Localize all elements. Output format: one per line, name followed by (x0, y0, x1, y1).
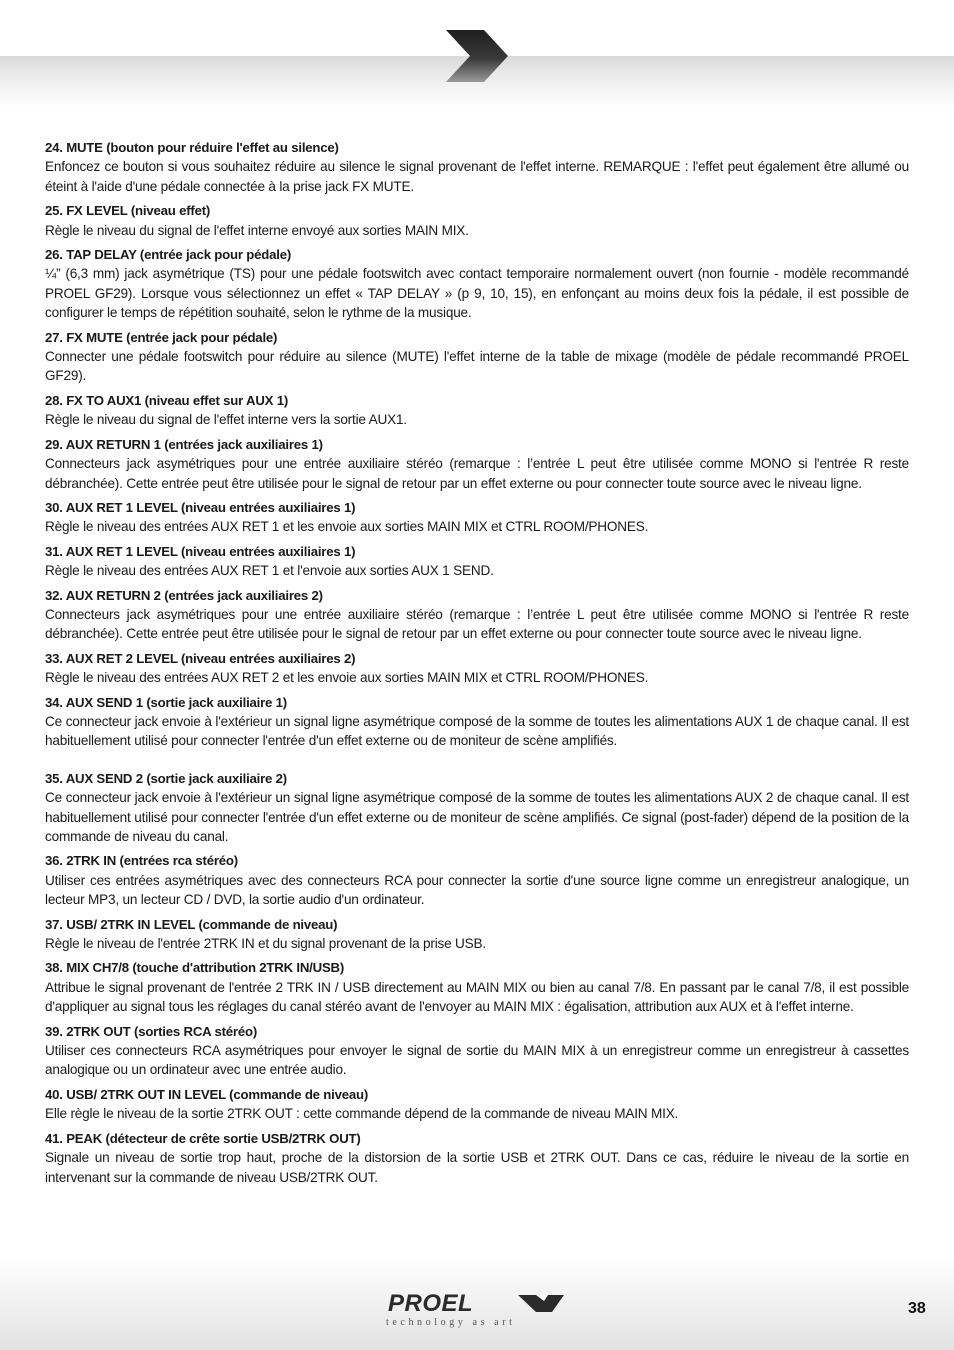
document-body (45, 138, 909, 1192)
section-text: Connecter une pédale footswitch pour réduire au silence (MUTE) l'effet interne de la table de mixage (modèle de pédale recommandé PROEL GF29). (45, 349, 909, 384)
section-40 (45, 1085, 909, 1124)
section-text: Utiliser ces entrées asymétriques avec des connecteurs RCA pour connecter la sortie d'une source ligne comme un enregistreur analogique, un lecteur MP3, un lecteur CD / DVD, la sortie audio d'un ordinateur. (45, 872, 909, 908)
section-text: Enfoncez ce bouton si vous souhaitez réduire au silence le signal provenant de l'effet interne. REMARQUE : l'effet peut également être allumé ou éteint à l'aide d'une pédale connectée à la prise jack FX MUTE. (45, 159, 909, 194)
section-37 (45, 915, 909, 954)
section-title: 37. USB/ 2TRK IN LEVEL (commande de niveau) (45, 916, 338, 932)
section-text: Règle le niveau du signal de l'effet interne envoyé aux sorties MAIN MIX. (45, 222, 469, 238)
logo-tagline: technology as art (386, 1317, 516, 1328)
section-title: 39. 2TRK OUT (sorties RCA stéréo) (45, 1023, 258, 1039)
section-title: 32. AUX RETURN 2 (entrées jack auxiliaires 2) (45, 587, 323, 603)
chevron-right-icon (444, 28, 510, 84)
section-text: Connecteurs jack asymétriques pour une entrée auxiliaire stéréo (remarque : l’entrée L peut être utilisée comme MONO si l'entrée R reste débranchée). Cette entrée peut être utilisée pour le signal de retour par un effet externe ou pour connecter toute source avec le niveau ligne. (45, 606, 909, 642)
section-text: Règle le niveau des entrées AUX RET 2 et les envoie aux sorties MAIN MIX et CTRL ROOM/PHONES. (45, 670, 649, 686)
section-title: 40. USB/ 2TRK OUT IN LEVEL (commande de niveau) (45, 1086, 369, 1102)
section-text: Attribue le signal provenant de l'entrée 2 TRK IN / USB directement au MAIN MIX ou bien au canal 7/8. En passant par le canal 7/8, il est possible d'appliquer au signal tous les réglages du canal stéréo avant de l'envoyer au MAIN MIX : égalisation, attribution aux AUX et à l'effet interne. (45, 979, 909, 1015)
section-title: 27. FX MUTE (entrée jack pour pédale) (45, 329, 278, 345)
section-text: Règle le niveau du signal de l'effet interne vers la sortie AUX1. (45, 412, 407, 428)
section-title: 35. AUX SEND 2 (sortie jack auxiliaire 2) (45, 770, 287, 786)
section-41 (45, 1129, 909, 1187)
section-title: 31. AUX RET 1 LEVEL (niveau entrées auxiliaires 1) (45, 543, 356, 559)
section-text: Elle règle le niveau de la sortie 2TRK OUT : cette commande dépend de la commande de niveau MAIN MIX. (45, 1106, 679, 1122)
section-26 (45, 245, 909, 323)
section-title: 24. MUTE (bouton pour réduire l'effet au silence) (45, 140, 339, 155)
section-text: Ce connecteur jack envoie à l'extérieur un signal ligne asymétrique composé de la somme de toutes les alimentations AUX 2 de chaque canal. Il est habituellement utilisé pour connecter l'entrée d'un effet externe ou de moniteur de scène amplifiés. Ce signal (post-fader) dépend de la position de la commande de niveau du canal. (45, 790, 909, 844)
section-title: 29. AUX RETURN 1 (entrées jack auxiliaires 1) (45, 436, 323, 452)
section-title: 33. AUX RET 2 LEVEL (niveau entrées auxiliaires 2) (45, 650, 356, 666)
section-title: 28. FX TO AUX1 (niveau effet sur AUX 1) (45, 392, 289, 408)
section-31 (45, 542, 909, 581)
logo-wordmark: PROEL (388, 1290, 474, 1316)
section-27 (45, 328, 909, 386)
section-title: 41. PEAK (détecteur de crête sortie USB/2TRK OUT) (45, 1130, 361, 1146)
section-text: Utiliser ces connecteurs RCA asymétriques pour envoyer le signal de sortie du MAIN MIX à un enregistreur comme un enregistreur à cassettes analogique ou un ordinateur avec une entrée audio. (45, 1043, 909, 1078)
section-text: Ce connecteur jack envoie à l'extérieur un signal ligne asymétrique composé de la somme de toutes les alimentations AUX 1 de chaque canal. Il est habituellement utilisé pour connecter l'entrée d'un effet externe ou de moniteur de scène amplifiés. (45, 713, 909, 749)
section-29 (45, 435, 909, 493)
section-text: Règle le niveau des entrées AUX RET 1 et l'envoie aux sorties AUX 1 SEND. (45, 563, 494, 579)
section-text: Règle le niveau de l'entrée 2TRK IN et du signal provenant de la prise USB. (45, 936, 486, 952)
section-24 (45, 138, 909, 196)
section-33 (45, 649, 909, 688)
section-text: Signale un niveau de sortie trop haut, proche de la distorsion de la sortie USB et 2TRK OUT. Dans ce cas, réduire le niveau de la sortie en intervenant sur la commande de niveau USB/2TRK OUT. (45, 1150, 909, 1185)
section-32 (45, 586, 909, 644)
section-title: 36. 2TRK IN (entrées rca stéréo) (45, 853, 238, 869)
section-text: Connecteurs jack asymétriques pour une entrée auxiliaire stéréo (remarque : l’entrée L peut être utilisée comme MONO si l'entrée R reste débranchée). Cette entrée peut être utilisée pour le signal de retour par un effet externe ou pour connecter toute source avec le niveau ligne. (45, 456, 909, 491)
section-title: 25. FX LEVEL (niveau effet) (45, 203, 211, 219)
section-28 (45, 391, 909, 430)
page-number: 38 (908, 1300, 926, 1317)
section-title: 34. AUX SEND 1 (sortie jack auxiliaire 1) (45, 694, 287, 710)
section-title: 38. MIX CH7/8 (touche d'attribution 2TRK IN/USB) (45, 960, 345, 976)
section-title: 30. AUX RET 1 LEVEL (niveau entrées auxiliaires 1) (45, 499, 356, 515)
section-title: 26. TAP DELAY (entrée jack pour pédale) (45, 247, 292, 263)
section-39 (45, 1022, 909, 1080)
section-text: Règle le niveau des entrées AUX RET 1 et les envoie aux sorties MAIN MIX et CTRL ROOM/PHONES. (45, 519, 649, 535)
section-text: ¼” (6,3 mm) jack asymétrique (TS) pour une pédale footswitch avec contact temporaire normalement ouvert (non fournie - modèle recommandé PROEL GF29). Lorsque vous sélectionnez un effet « TAP DELAY » (p 9, 10, 15), en enfonçant au moins deux fois la pédale, il est possible de configurer le temps de répétition souhaité, selon le rythme de la musique. (45, 266, 909, 321)
section-34 (45, 693, 909, 751)
section-30 (45, 498, 909, 537)
section-36 (45, 851, 909, 909)
proel-logo (386, 1290, 572, 1332)
section-25 (45, 201, 909, 240)
section-35 (45, 769, 909, 847)
section-38 (45, 958, 909, 1016)
